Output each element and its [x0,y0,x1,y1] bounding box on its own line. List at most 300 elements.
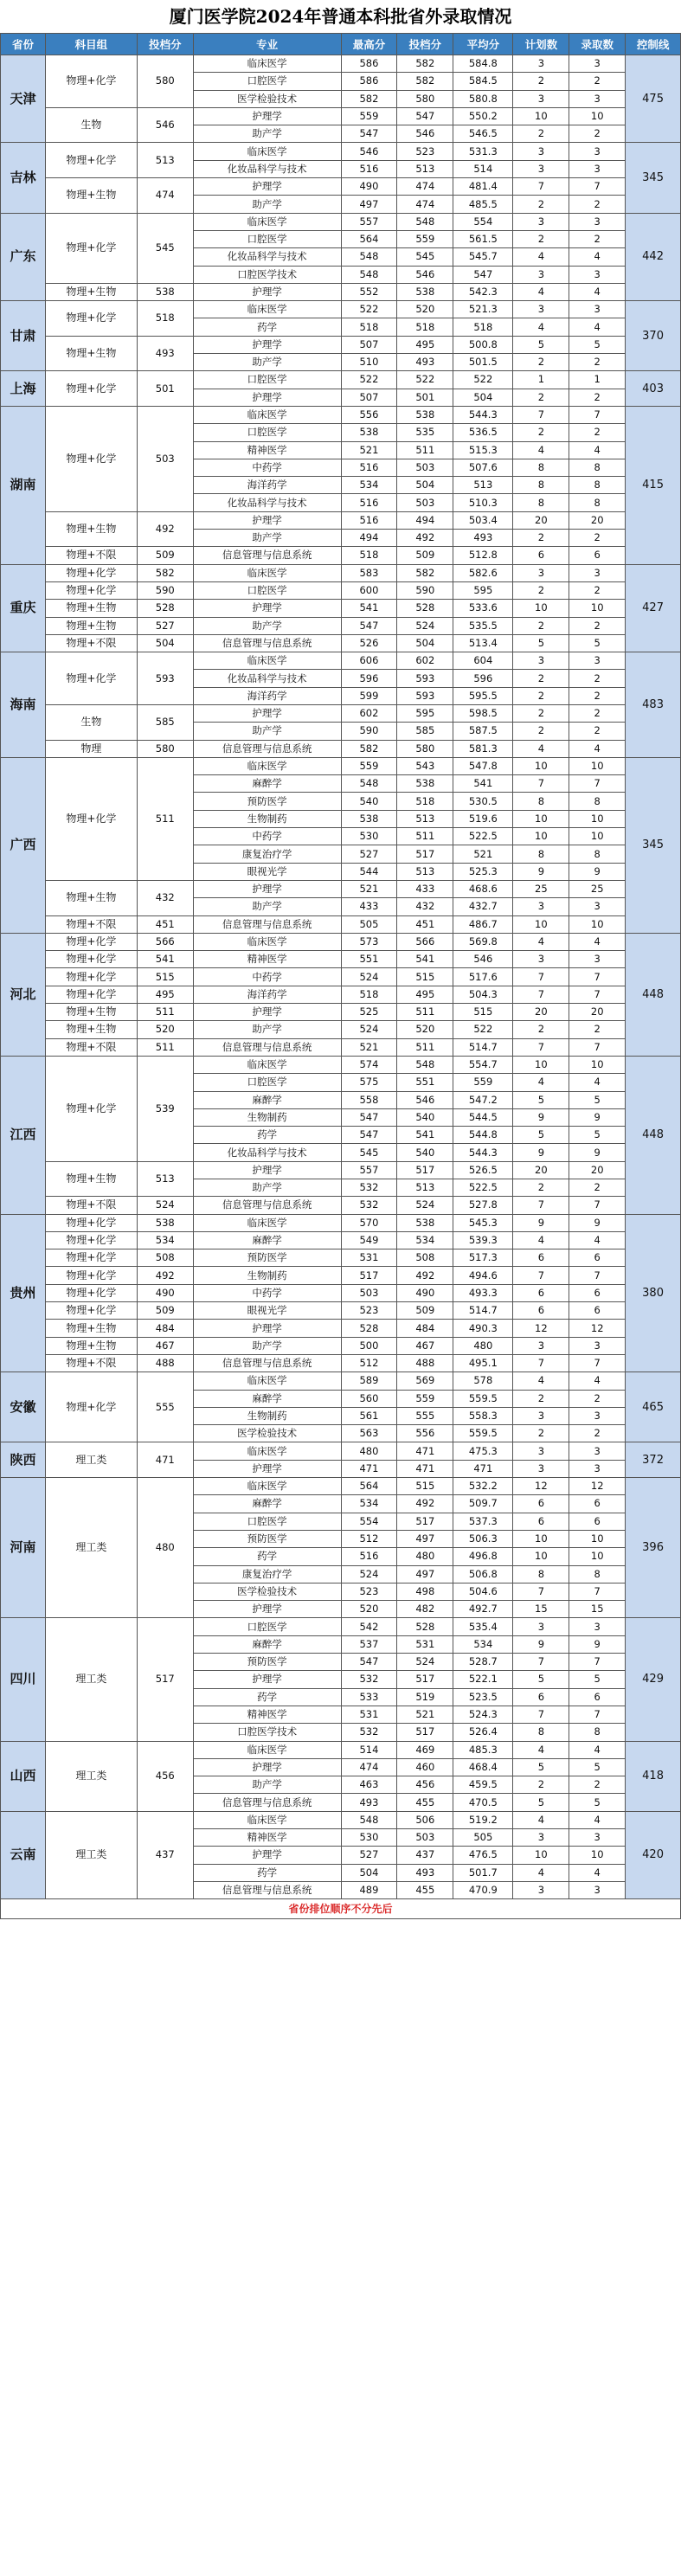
average-score-cell: 513.4 [453,634,513,652]
table-row [1,1267,681,1284]
average-score-cell: 486.7 [453,915,513,933]
table-row [1,1478,681,1495]
major-cell: 口腔医学 [193,1513,341,1530]
subject-group-cell: 物理+化学 [45,951,137,968]
province-cell: 安徽 [1,1372,46,1442]
cutoff-score-cell: 482 [397,1601,453,1618]
admitted-count-cell: 3 [569,90,626,107]
major-cell: 麻醉学 [193,1390,341,1407]
major-cell: 临床医学 [193,55,341,73]
subject-group-cell: 物理+化学 [45,213,137,283]
average-score-cell: 468.6 [453,880,513,897]
plan-count-cell: 2 [513,723,569,740]
cutoff-score-cell: 524 [397,1654,453,1671]
subject-group-cell: 物理+化学 [45,564,137,581]
group-score-cell: 555 [137,1372,193,1442]
plan-count-cell: 10 [513,107,569,125]
subject-group-cell: 物理+化学 [45,1056,137,1161]
plan-count-cell: 2 [513,1179,569,1197]
max-score-cell: 548 [341,775,397,793]
average-score-cell: 559.5 [453,1390,513,1407]
plan-count-cell: 20 [513,1161,569,1179]
admitted-count-cell: 4 [569,740,626,757]
subject-group-cell: 物理+生物 [45,1161,137,1197]
admitted-count-cell: 12 [569,1478,626,1495]
plan-count-cell: 10 [513,828,569,845]
table-row [1,933,681,950]
major-cell: 海洋药学 [193,477,341,494]
average-score-cell: 578 [453,1372,513,1390]
admitted-count-cell: 10 [569,757,626,774]
plan-count-cell: 8 [513,494,569,511]
max-score-cell: 532 [341,1197,397,1214]
table-row [1,371,681,389]
max-score-cell: 560 [341,1390,397,1407]
control-line-cell: 380 [626,1214,681,1372]
cutoff-score-cell: 484 [397,1320,453,1337]
table-row [1,880,681,897]
max-score-cell: 547 [341,1108,397,1126]
cutoff-score-cell: 582 [397,564,453,581]
max-score-cell: 564 [341,1478,397,1495]
cutoff-score-cell: 559 [397,1390,453,1407]
cutoff-score-cell: 455 [397,1881,453,1898]
major-cell: 信息管理与信息系统 [193,1038,341,1056]
province-cell: 河北 [1,933,46,1056]
average-score-cell: 504 [453,389,513,406]
average-score-cell: 506.3 [453,1530,513,1547]
cutoff-score-cell: 548 [397,1056,453,1073]
admitted-count-cell: 8 [569,1565,626,1583]
major-cell: 助产学 [193,617,341,634]
group-score-cell: 582 [137,564,193,581]
major-cell: 信息管理与信息系统 [193,1794,341,1811]
max-score-cell: 463 [341,1776,397,1794]
major-cell: 信息管理与信息系统 [193,547,341,564]
subject-group-cell: 物理+不限 [45,915,137,933]
admitted-count-cell: 2 [569,196,626,213]
table-row [1,143,681,160]
admitted-count-cell: 4 [569,1372,626,1390]
average-score-cell: 528.7 [453,1654,513,1671]
group-score-cell: 511 [137,1038,193,1056]
control-line-cell: 418 [626,1741,681,1811]
control-line-cell: 370 [626,301,681,371]
table-row [1,1004,681,1021]
average-score-cell: 521 [453,845,513,863]
major-cell: 信息管理与信息系统 [193,1881,341,1898]
max-score-cell: 547 [341,1127,397,1144]
max-score-cell: 590 [341,723,397,740]
major-cell: 化妆品科学与技术 [193,1144,341,1161]
major-cell: 护理学 [193,1758,341,1776]
group-score-cell: 492 [137,511,193,547]
admitted-count-cell: 3 [569,160,626,177]
max-score-cell: 586 [341,55,397,73]
major-cell: 临床医学 [193,1442,341,1460]
major-cell: 精神医学 [193,1706,341,1723]
table-row [1,1021,681,1038]
admitted-count-cell: 8 [569,1724,626,1741]
group-score-cell: 517 [137,1618,193,1741]
major-cell: 临床医学 [193,406,341,423]
plan-count-cell: 9 [513,1144,569,1161]
column-header: 投档分 [137,34,193,55]
average-score-cell: 475.3 [453,1442,513,1460]
province-cell: 四川 [1,1618,46,1741]
plan-count-cell: 2 [513,1776,569,1794]
cutoff-score-cell: 493 [397,1864,453,1881]
admitted-count-cell: 5 [569,1091,626,1108]
cutoff-score-cell: 432 [397,898,453,915]
plan-count-cell: 4 [513,1074,569,1091]
plan-count-cell: 7 [513,1654,569,1671]
max-score-cell: 517 [341,1267,397,1284]
average-score-cell: 535.5 [453,617,513,634]
cutoff-score-cell: 517 [397,1161,453,1179]
subject-group-cell: 物理+化学 [45,1302,137,1320]
major-cell: 临床医学 [193,1478,341,1495]
plan-count-cell: 3 [513,301,569,318]
max-score-cell: 534 [341,477,397,494]
cutoff-score-cell: 495 [397,336,453,353]
plan-count-cell: 2 [513,617,569,634]
subject-group-cell: 物理+化学 [45,581,137,599]
max-score-cell: 570 [341,1214,397,1231]
admitted-count-cell: 9 [569,1635,626,1653]
control-line-cell: 465 [626,1372,681,1442]
control-line-cell: 448 [626,1056,681,1214]
major-cell: 口腔医学技术 [193,1724,341,1741]
average-score-cell: 547.2 [453,1091,513,1108]
table-row [1,1442,681,1460]
major-cell: 海洋药学 [193,687,341,704]
plan-count-cell: 8 [513,793,569,810]
cutoff-score-cell: 602 [397,652,453,670]
group-score-cell: 492 [137,1267,193,1284]
table-row [1,564,681,581]
average-score-cell: 541 [453,775,513,793]
cutoff-score-cell: 518 [397,793,453,810]
group-score-cell: 538 [137,283,193,300]
cutoff-score-cell: 540 [397,1108,453,1126]
major-cell: 助产学 [193,723,341,740]
cutoff-score-cell: 524 [397,1197,453,1214]
max-score-cell: 518 [341,986,397,1003]
group-score-cell: 509 [137,547,193,564]
subject-group-cell: 理工类 [45,1618,137,1741]
admitted-count-cell: 2 [569,354,626,371]
control-line-cell: 372 [626,1442,681,1478]
plan-count-cell: 6 [513,1302,569,1320]
average-score-cell: 500.8 [453,336,513,353]
average-score-cell: 596 [453,670,513,687]
cutoff-score-cell: 541 [397,951,453,968]
province-cell: 重庆 [1,564,46,652]
max-score-cell: 514 [341,1741,397,1758]
major-cell: 预防医学 [193,1249,341,1267]
cutoff-score-cell: 497 [397,1530,453,1547]
plan-count-cell: 4 [513,1741,569,1758]
average-score-cell: 545.3 [453,1214,513,1231]
plan-count-cell: 12 [513,1320,569,1337]
average-score-cell: 519.6 [453,810,513,827]
table-row [1,406,681,423]
cutoff-score-cell: 580 [397,90,453,107]
admitted-count-cell: 9 [569,1214,626,1231]
average-score-cell: 481.4 [453,178,513,196]
cutoff-score-cell: 460 [397,1758,453,1776]
average-score-cell: 522.1 [453,1671,513,1688]
cutoff-score-cell: 433 [397,880,453,897]
plan-count-cell: 3 [513,143,569,160]
table-row [1,1214,681,1231]
major-cell: 临床医学 [193,652,341,670]
table-row [1,213,681,230]
control-line-cell: 483 [626,652,681,758]
plan-count-cell: 7 [513,406,569,423]
table-row [1,1354,681,1372]
major-cell: 信息管理与信息系统 [193,1197,341,1214]
max-score-cell: 489 [341,1881,397,1898]
admitted-count-cell: 7 [569,968,626,986]
admitted-count-cell: 2 [569,530,626,547]
column-header: 平均分 [453,34,513,55]
subject-group-cell: 物理+化学 [45,986,137,1003]
cutoff-score-cell: 493 [397,354,453,371]
major-cell: 口腔医学 [193,1074,341,1091]
admitted-count-cell: 3 [569,143,626,160]
max-score-cell: 518 [341,547,397,564]
subject-group-cell: 物理+化学 [45,55,137,108]
group-score-cell: 451 [137,915,193,933]
max-score-cell: 575 [341,1074,397,1091]
subject-group-cell: 物理+生物 [45,178,137,214]
table-row [1,283,681,300]
admitted-count-cell: 3 [569,55,626,73]
max-score-cell: 494 [341,530,397,547]
table-row [1,581,681,599]
group-score-cell: 467 [137,1337,193,1354]
cutoff-score-cell: 471 [397,1442,453,1460]
average-score-cell: 522 [453,371,513,389]
group-score-cell: 508 [137,1249,193,1267]
group-score-cell: 503 [137,406,193,511]
cutoff-score-cell: 559 [397,230,453,247]
max-score-cell: 530 [341,828,397,845]
table-row [1,178,681,196]
max-score-cell: 540 [341,793,397,810]
plan-count-cell: 4 [513,1811,569,1828]
average-score-cell: 587.5 [453,723,513,740]
cutoff-score-cell: 538 [397,283,453,300]
plan-count-cell: 6 [513,1495,569,1513]
average-score-cell: 493 [453,530,513,547]
admitted-count-cell: 8 [569,845,626,863]
admitted-count-cell: 4 [569,1811,626,1828]
cutoff-score-cell: 585 [397,723,453,740]
subject-group-cell: 物理+化学 [45,968,137,986]
plan-count-cell: 5 [513,1758,569,1776]
subject-group-cell: 理工类 [45,1442,137,1478]
group-score-cell: 528 [137,600,193,617]
plan-count-cell: 2 [513,1021,569,1038]
average-score-cell: 559 [453,1074,513,1091]
plan-count-cell: 3 [513,1407,569,1424]
plan-count-cell: 7 [513,968,569,986]
max-score-cell: 596 [341,670,397,687]
cutoff-score-cell: 519 [397,1688,453,1706]
major-cell: 护理学 [193,1847,341,1864]
column-header: 计划数 [513,34,569,55]
cutoff-score-cell: 528 [397,1618,453,1635]
major-cell: 眼视光学 [193,1302,341,1320]
plan-count-cell: 5 [513,1127,569,1144]
cutoff-score-cell: 593 [397,687,453,704]
subject-group-cell: 物理+生物 [45,1021,137,1038]
admitted-count-cell: 2 [569,704,626,722]
plan-count-cell: 20 [513,511,569,529]
max-score-cell: 582 [341,740,397,757]
cutoff-score-cell: 535 [397,424,453,441]
admitted-count-cell: 7 [569,775,626,793]
average-score-cell: 534 [453,1635,513,1653]
cutoff-score-cell: 497 [397,1565,453,1583]
major-cell: 化妆品科学与技术 [193,670,341,687]
max-score-cell: 547 [341,125,397,143]
group-score-cell: 513 [137,143,193,178]
plan-count-cell: 4 [513,1372,569,1390]
average-score-cell: 512.8 [453,547,513,564]
max-score-cell: 480 [341,1442,397,1460]
table-row [1,336,681,353]
average-score-cell: 544.5 [453,1108,513,1126]
table-row [1,617,681,634]
plan-count-cell: 2 [513,687,569,704]
major-cell: 麻醉学 [193,1635,341,1653]
admitted-count-cell: 2 [569,1021,626,1038]
cutoff-score-cell: 490 [397,1284,453,1301]
admitted-count-cell: 2 [569,1179,626,1197]
cutoff-score-cell: 509 [397,547,453,564]
plan-count-cell: 20 [513,1004,569,1021]
average-score-cell: 533.6 [453,600,513,617]
admitted-count-cell: 2 [569,73,626,90]
average-score-cell: 522.5 [453,1179,513,1197]
max-score-cell: 547 [341,617,397,634]
admitted-count-cell: 5 [569,336,626,353]
plan-count-cell: 3 [513,564,569,581]
admitted-count-cell: 7 [569,406,626,423]
average-score-cell: 517.3 [453,1249,513,1267]
max-score-cell: 525 [341,1004,397,1021]
cutoff-score-cell: 515 [397,968,453,986]
cutoff-score-cell: 501 [397,389,453,406]
admitted-count-cell: 4 [569,1864,626,1881]
admitted-count-cell: 4 [569,1074,626,1091]
major-cell: 护理学 [193,283,341,300]
cutoff-score-cell: 545 [397,248,453,266]
subject-group-cell: 理工类 [45,1811,137,1898]
cutoff-score-cell: 540 [397,1144,453,1161]
max-score-cell: 512 [341,1530,397,1547]
max-score-cell: 510 [341,354,397,371]
admitted-count-cell: 4 [569,441,626,459]
column-header: 专业 [193,34,341,55]
average-score-cell: 595.5 [453,687,513,704]
plan-count-cell: 2 [513,1425,569,1442]
admitted-count-cell: 4 [569,318,626,336]
major-cell: 医学检验技术 [193,1583,341,1600]
group-score-cell: 545 [137,213,193,283]
average-score-cell: 519.2 [453,1811,513,1828]
plan-count-cell: 2 [513,73,569,90]
major-cell: 中药学 [193,828,341,845]
major-cell: 海洋药学 [193,986,341,1003]
major-cell: 护理学 [193,389,341,406]
plan-count-cell: 9 [513,1214,569,1231]
average-score-cell: 495.1 [453,1354,513,1372]
cutoff-score-cell: 513 [397,810,453,827]
max-score-cell: 493 [341,1794,397,1811]
max-score-cell: 532 [341,1671,397,1688]
max-score-cell: 524 [341,1565,397,1583]
group-score-cell: 515 [137,968,193,986]
province-cell: 广西 [1,757,46,933]
major-cell: 助产学 [193,1776,341,1794]
group-score-cell: 566 [137,933,193,950]
max-score-cell: 512 [341,1354,397,1372]
group-score-cell: 580 [137,740,193,757]
control-line-cell: 475 [626,55,681,143]
admitted-count-cell: 3 [569,564,626,581]
average-score-cell: 432.7 [453,898,513,915]
cutoff-score-cell: 522 [397,371,453,389]
max-score-cell: 558 [341,1091,397,1108]
max-score-cell: 474 [341,1758,397,1776]
major-cell: 口腔医学 [193,230,341,247]
group-score-cell: 504 [137,634,193,652]
cutoff-score-cell: 520 [397,301,453,318]
average-score-cell: 514.7 [453,1302,513,1320]
average-score-cell: 523.5 [453,1688,513,1706]
cutoff-score-cell: 503 [397,1828,453,1846]
plan-count-cell: 2 [513,125,569,143]
admitted-count-cell: 6 [569,1688,626,1706]
group-score-cell: 580 [137,55,193,108]
major-cell: 预防医学 [193,1654,341,1671]
plan-count-cell: 6 [513,1688,569,1706]
group-score-cell: 513 [137,1161,193,1197]
admitted-count-cell: 1 [569,371,626,389]
table-row [1,55,681,73]
major-cell: 生物制药 [193,1267,341,1284]
group-score-cell: 480 [137,1478,193,1618]
subject-group-cell: 物理+化学 [45,1284,137,1301]
major-cell: 护理学 [193,600,341,617]
cutoff-score-cell: 566 [397,933,453,950]
max-score-cell: 557 [341,1161,397,1179]
table-row [1,1337,681,1354]
group-score-cell: 518 [137,301,193,337]
average-score-cell: 515.3 [453,441,513,459]
subject-group-cell: 物理+化学 [45,1372,137,1442]
subject-group-cell: 物理+生物 [45,617,137,634]
average-score-cell: 522.5 [453,828,513,845]
table-row [1,968,681,986]
group-score-cell: 474 [137,178,193,214]
major-cell: 助产学 [193,898,341,915]
